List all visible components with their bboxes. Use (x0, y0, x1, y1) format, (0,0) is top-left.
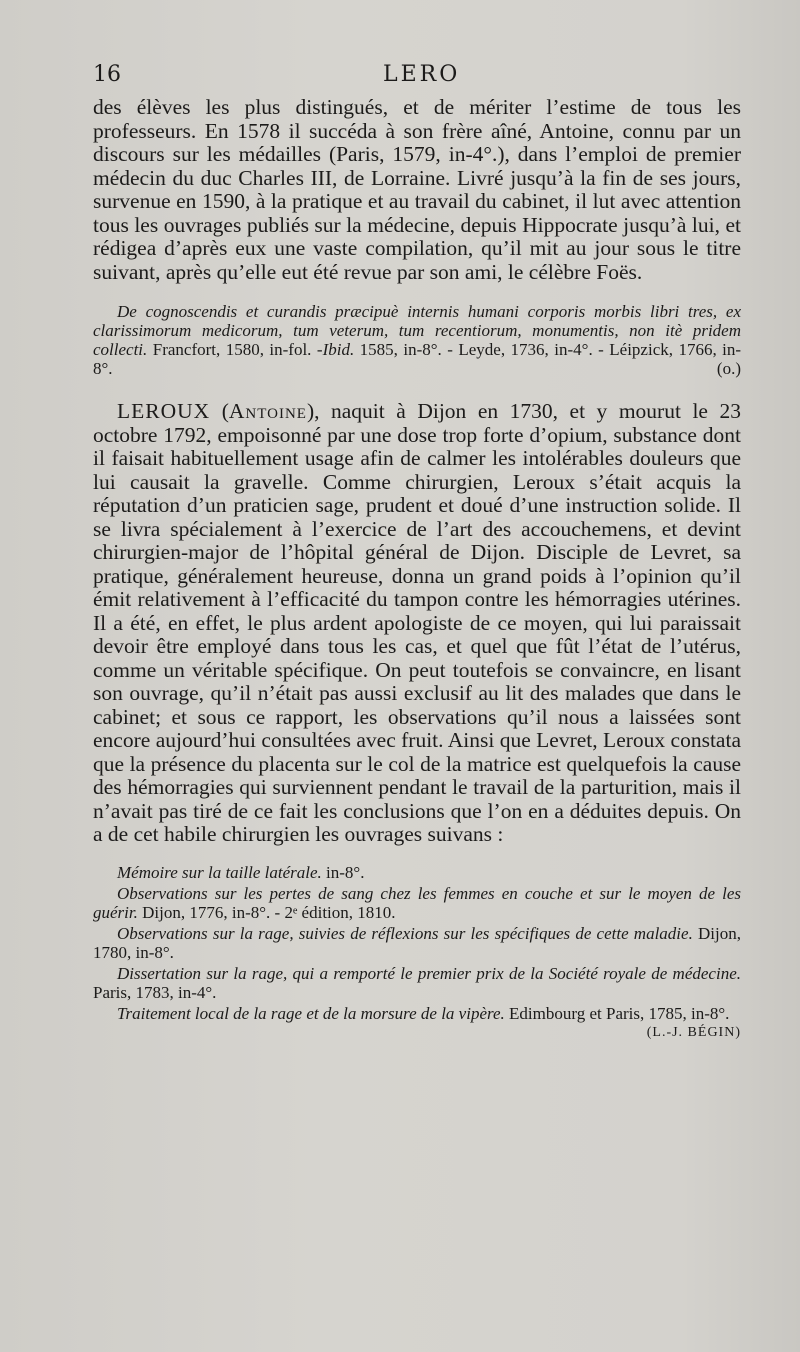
work-details: Edimbourg et Paris, 1785, in-8°. (509, 1003, 730, 1023)
entry-leroux (93, 400, 741, 847)
work-item (93, 964, 741, 1002)
page-content (93, 96, 741, 1042)
page-number: 16 (93, 62, 121, 87)
work-item (93, 1003, 741, 1040)
bibliography-item (93, 302, 741, 378)
page-header (93, 62, 741, 94)
previous-entry-text: des élèves les plus distingués, et de mériter l’estime de tous les professeurs. En 1578 il succéda à son frère aîné, Antoine, connu par un discours sur les médailles (Paris, 1579, in-4°.), dans l’emploi de premier médecin du duc Charles III, de Lorraine. Livré jusqu’à la fin de ses jours, survenue en 1590, à la pratique et au travail du cabinet, il lut avec attention tous les ouvrages publiés sur la médecine, depuis Hippocrate jusqu’à lui, et rédigea d’après eux une vaste compilation, qu’il mit au jour sous le titre suivant, après qu’elle eut été revue par son ami, le célèbre Foës. (93, 95, 741, 284)
work-details: in-8°. (326, 862, 365, 882)
bibliography-details: Francfort, 1580, in-fol. - (152, 340, 323, 359)
work-title: Mémoire sur la taille latérale. (117, 862, 322, 882)
entry-name: LEROUX (117, 399, 211, 423)
work-title: Traitement local de la rage et de la morsure de la vipère. (117, 1003, 505, 1023)
previous-entry-bibliography (93, 302, 741, 378)
work-item (93, 884, 741, 922)
running-head: LERO (383, 62, 461, 87)
work-title: Observations sur la rage, suivies de réflexions sur les spécifiques de cette maladie. (117, 923, 693, 943)
entry-text: LEROUX (Antoine), naquit à Dijon en 1730, et y mourut le 23 octobre 1792, empoisonné par une dose trop forte d’opium, substance dont il faisait habituellement usage afin de calmer les intolérables douleurs que lui causait la gravelle. Comme chirurgien, Leroux s’était acquis la réputation d’un praticien sage, prudent et doué d’une instruction solide. Il se livra spécialement à l’exercice de l’art des accouchemens, et devint chirurgien-major de l’hôpital général de Dijon. Disciple de Levret, sa pratique, généralement heureuse, donna un grand poids à l’opinion qu’il émit relativement à l’efficacité du tampon contre les hémorragies utérines. Il a été, en effet, le plus ardent apologiste de ce moyen, qui lui paraissait devoir être employé dans tous les cas, et quel que fût l’état de l’utérus, comme un véritable spécifique. On peut toutefois se convaincre, en lisant son ouvrage, qu’il n’était pas aussi exclusif au lit des malades que dans le cabinet; et sous ce rapport, les observations qu’il nous a laissées sont encore aujourd’hui consultées avec fruit. Ainsi que Levret, Leroux constata que la présence du placenta sur le col de la matrice est quelquefois la cause des hémorragies qui surviennent pendant le travail de la parturition, mais il n’avait pas tiré de ce fait les conclusions que l’on en a déduites depuis. On a de cet habile chirurgien les ouvrages suivans : (93, 399, 741, 846)
entry-body: ), naquit à Dijon en 1730, et y mourut le 23 octobre 1792, empoisonné par une dose trop forte d’opium, substance dont il faisait habituellement usage afin de calmer les intolérables douleurs que lui causait la gravelle. Comme chirurgien, Leroux s’était acquis la réputation d’un praticien sage, prudent et doué d’une instruction solide. Il se livra spécialement à l’exercice de l’art des accouchemens, et devint chirurgien-major de l’hôpital général de Dijon. Disciple de Levret, sa pratique, généralement heureuse, donna un grand poids à l’opinion qu’il émit relativement à l’efficacité du tampon contre les hémorragies utérines. Il a été, en effet, le plus ardent apologiste de ce moyen, qui lui paraissait devoir être employé dans tous les cas, et quel que fût l’état de l’utérus, comme un véritable spécifique. On peut toutefois se convaincre, en lisant son ouvrage, qu’il n’était pas aussi exclusif au lit des malades que dans le cabinet; et sous ce rapport, les observations qu’il nous a laissées sont encore aujourd’hui consultées avec fruit. Ainsi que Levret, Leroux constata que la présence du placenta sur le col de la matrice est quelquefois la cause des hémorragies qui surviennent pendant le travail de la parturition, mais il n’avait pas tiré de ce fait les conclusions que l’on en a déduites depuis. On a de cet habile chirurgien les ouvrages suivans : (93, 399, 741, 846)
work-item (93, 863, 741, 882)
author-signature: (L.-J. BÉGIN) (646, 1024, 741, 1040)
works-list (93, 862, 741, 1040)
work-item (93, 924, 741, 962)
entry-firstname: Antoine (228, 399, 307, 423)
bibliography-ibid: Ibid. (322, 340, 355, 359)
work-details: Dijon, 1776, in-8°. - 2ᵉ édition, 1810. (142, 902, 396, 922)
work-details: Dijon, 1780, in-8°. (93, 923, 741, 962)
bibliography-title: De cognoscendis et curandis præcipuè internis humani corporis morbis libri tres, ex clarissimorum medicorum, tum veterum, tum recentiorum, monumentis, non itè pridem collecti. (93, 302, 741, 359)
work-details: Paris, 1783, in-4°. (93, 982, 217, 1002)
work-title: Observations sur les pertes de sang chez les femmes en couche et sur le moyen de les guérir. (93, 883, 741, 922)
bibliography-details-2: 1585, in-8°. - Leyde, 1736, in-4°. - Léipzick, 1766, in-8°. (93, 340, 742, 378)
author-initials: (o.) (716, 359, 741, 378)
work-title: Dissertation sur la rage, qui a remporté le premier prix de la Société royale de médecine. (117, 963, 741, 983)
